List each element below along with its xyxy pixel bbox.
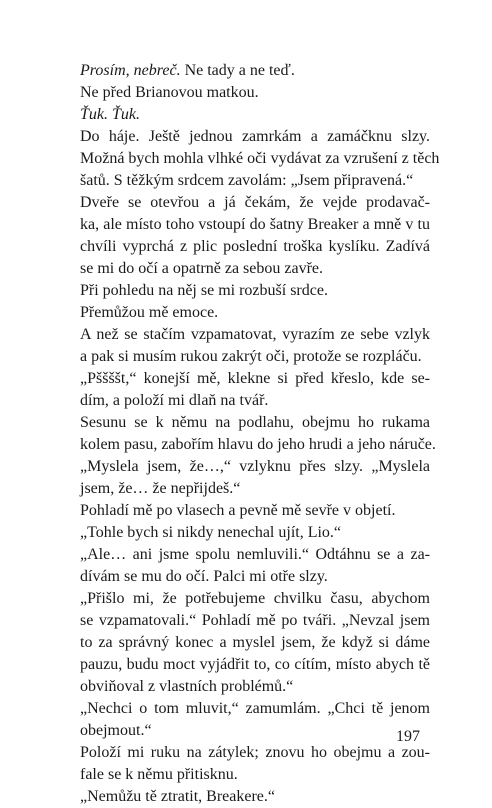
text-line (80, 698, 430, 720)
text-line (80, 500, 430, 522)
text-line (80, 720, 430, 742)
text-line (80, 126, 430, 148)
text-line (80, 280, 430, 302)
text-line (80, 676, 430, 698)
text-run: „Nechci o tom mluvit,“ zamumlám. „Chci tě jenom (80, 700, 430, 717)
text-line (80, 104, 430, 126)
text-line (80, 346, 430, 368)
text-line (80, 60, 430, 82)
text-line (80, 478, 430, 500)
text-run: Položí mi ruku na zátylek; znovu ho obejmu a zou- (80, 744, 430, 761)
text-run: fale se k němu přitisknu. (80, 766, 238, 783)
text-line (80, 214, 430, 236)
text-run: „Nemůžu tě ztratit, Breakere.“ (80, 788, 275, 805)
text-run: dím, a položí mi dlaň na tvář. (80, 392, 269, 409)
text-line (80, 324, 430, 346)
text-run: Ne tady a ne teď. (180, 62, 295, 79)
text-run: Do háje. Ještě jednou zamrkám a zamáčknu slzy. (80, 128, 430, 145)
text-line (80, 456, 430, 478)
text-run: „Přišlo mi, že potřebujeme chvilku času, abychom (80, 590, 430, 607)
text-run: Přemůžou mě emoce. (80, 304, 219, 321)
text-line (80, 654, 430, 676)
text-run: „Myslela jsem, že…,“ vzlyknu přes slzy. „Myslela (80, 458, 430, 475)
text-run: pauzu, budu moct vyjádřit to, co cítím, místo abych tě (80, 656, 430, 673)
text-line (80, 192, 430, 214)
text-run: se mi do očí a opatrně za sebou zavře. (80, 260, 324, 277)
text-run: to za správný konec a myslel jsem, že když si dáme (80, 634, 430, 651)
text-line (80, 610, 430, 632)
text-run: Dveře se otevřou a já čekám, že vejde prodavač- (80, 194, 430, 211)
text-run: Při pohledu na něj se mi rozbuší srdce. (80, 282, 328, 299)
text-run: „Tohle bych si nikdy nenechal ujít, Lio.“ (80, 524, 342, 541)
text-line (80, 170, 430, 192)
italic-text: Ťuk. Ťuk. (80, 106, 140, 123)
text-line (80, 148, 440, 170)
text-line (80, 742, 430, 764)
text-line (80, 434, 436, 456)
text-run: Ne před Brianovou matkou. (80, 84, 259, 101)
text-run: kolem pasu, zabořím hlavu do jeho hrudi a jeho náruče. (80, 436, 436, 453)
text-line (80, 368, 430, 390)
text-line (80, 302, 430, 324)
text-run: dívám se mu do očí. Palci mi otře slzy. (80, 568, 328, 585)
text-run: a pak si musím rukou zakrýt oči, protože se rozpláču. (80, 348, 422, 365)
text-run: Pohladí mě po vlasech a pevně mě sevře v objetí. (80, 502, 396, 519)
text-line (80, 522, 430, 544)
text-line (80, 544, 430, 566)
text-run: Možná bych mohla vlhké oči vydávat za vzrušení z těch (80, 150, 440, 167)
page-number: 197 (396, 728, 420, 745)
text-run: se vzpamatovali.“ Pohladí mě po tváři. „Nevzal jsem (80, 612, 430, 629)
text-line (80, 236, 430, 258)
text-line (80, 412, 430, 434)
text-run: ka, ale místo toho vstoupí do šatny Breaker a mně v tu (80, 216, 430, 233)
text-run: obejmout.“ (80, 722, 152, 739)
text-run: „Ale… ani jsme spolu nemluvili.“ Odtáhnu se a za- (80, 546, 430, 563)
text-run: Sesunu se k němu na podlahu, obejmu ho rukama (80, 414, 430, 431)
text-run: jsem, že… že nepřijdeš.“ (80, 480, 241, 497)
text-run: šatů. S těžkým srdcem zavolám: „Jsem připravená.“ (80, 172, 414, 189)
body-text (80, 60, 440, 808)
text-line (80, 566, 430, 588)
text-line (80, 764, 430, 786)
text-line (80, 786, 430, 808)
text-line (80, 82, 430, 104)
text-run: chvíli vyprchá z plic poslední troška kyslíku. Zadívá (80, 238, 430, 255)
text-run: obviňoval z vlastních problémů.“ (80, 678, 294, 695)
text-run: A než se stačím vzpamatovat, vyrazím ze sebe vzlyk (80, 326, 430, 343)
italic-text: Prosím, nebreč. (80, 62, 181, 79)
text-line (80, 632, 430, 654)
text-line (80, 390, 430, 412)
text-line (80, 588, 430, 610)
text-line (80, 258, 430, 280)
text-run: „Pššššt,“ konejší mě, klekne si před křeslo, kde se- (80, 370, 430, 387)
